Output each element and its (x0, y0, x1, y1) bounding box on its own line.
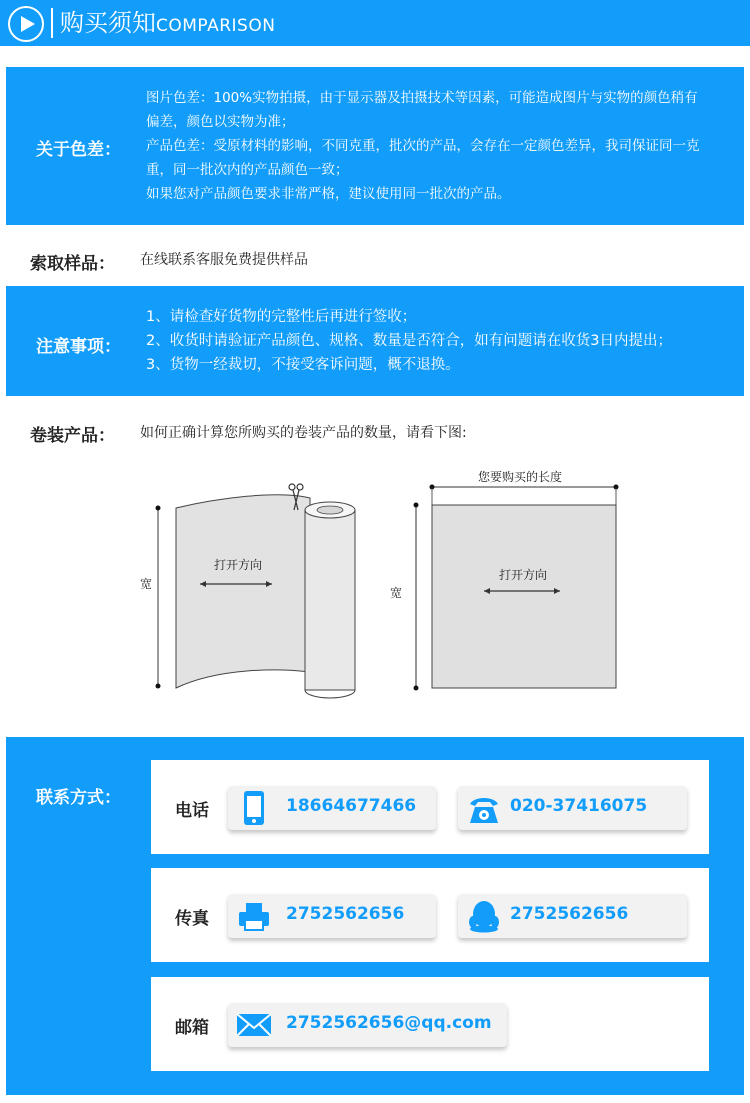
contact-card-phone (151, 760, 709, 854)
email-address: 2752562656@qq.com (286, 1013, 492, 1033)
mobile-number: 18664677466 (286, 796, 417, 816)
notes-line: 1、请检查好货物的完整性后再进行签收； (146, 309, 417, 325)
contact-card-fax (151, 868, 709, 962)
qq-pill[interactable] (458, 894, 687, 938)
play-icon (8, 6, 44, 42)
open-dir-label-left: 打开方向 (214, 558, 263, 572)
color-diff-line: 重，同一批次内的产品颜色一致； (146, 162, 349, 178)
mobile-icon (236, 790, 272, 826)
email-label: 邮箱 (175, 1018, 209, 1038)
qq-number: 2752562656 (510, 904, 629, 924)
title-cn: 购买须知 (60, 9, 156, 37)
tel-number: 020-37416075 (510, 796, 648, 816)
qq-icon (466, 898, 502, 934)
unrolled-sheet (176, 495, 310, 688)
fax-label: 传真 (175, 909, 209, 929)
notes-section (6, 286, 744, 396)
color-diff-line: 如果您对产品颜色要求非常严格，建议使用同一批次的产品。 (146, 186, 511, 202)
width-label-right: 宽 (390, 586, 403, 600)
color-diff-line: 偏差，颜色以实物为准； (146, 114, 295, 130)
notes-text (146, 305, 672, 377)
telephone-icon (466, 790, 502, 826)
fax-icon (236, 898, 272, 934)
width-label-left: 宽 (140, 577, 153, 591)
mail-icon (236, 1007, 272, 1043)
notes-label: 注意事项： (36, 337, 121, 357)
mobile-pill[interactable] (228, 786, 436, 830)
tel-pill[interactable] (458, 786, 687, 830)
color-diff-line: 图片色差：100%实物拍摄，由于显示器及拍摄技术等因素，可能造成图片与实物的颜色稍有 (146, 90, 698, 106)
fax-pill[interactable] (228, 894, 436, 938)
roll-cylinder (305, 510, 355, 690)
color-diff-section (6, 67, 744, 225)
color-diff-line: 产品色差：受原材料的影响，不同克重，批次的产品，会存在一定颜色差异，我司保证同一克 (146, 138, 700, 154)
page-header (0, 0, 750, 46)
color-diff-label: 关于色差： (36, 140, 121, 160)
notes-line: 3、货物一经裁切，不接受客诉问题，概不退换。 (146, 357, 460, 373)
notes-line: 2、收货时请验证产品颜色、规格、数量是否符合，如有问题请在收货3日内提出； (146, 333, 672, 349)
length-label: 您要购买的长度 (478, 470, 563, 484)
phone-label: 电话 (175, 801, 209, 821)
contact-card-email (151, 977, 709, 1071)
samples-text: 在线联系客服免费提供样品 (140, 252, 308, 268)
roll-text: 如何正确计算您所购买的卷装产品的数量，请看下图: (140, 425, 467, 441)
roll-core (317, 506, 343, 514)
samples-label: 索取样品： (30, 254, 115, 274)
open-dir-label-right: 打开方向 (499, 568, 548, 582)
title-en: COMPARISON (156, 16, 276, 36)
page-title (60, 6, 275, 43)
header-divider (51, 8, 53, 38)
fax-number: 2752562656 (286, 904, 405, 924)
color-diff-text (146, 86, 700, 206)
roll-diagram (128, 450, 648, 710)
contact-label: 联系方式： (36, 788, 121, 808)
roll-label: 卷装产品： (30, 426, 115, 446)
email-pill[interactable] (228, 1003, 507, 1047)
flat-sheet (432, 505, 616, 688)
